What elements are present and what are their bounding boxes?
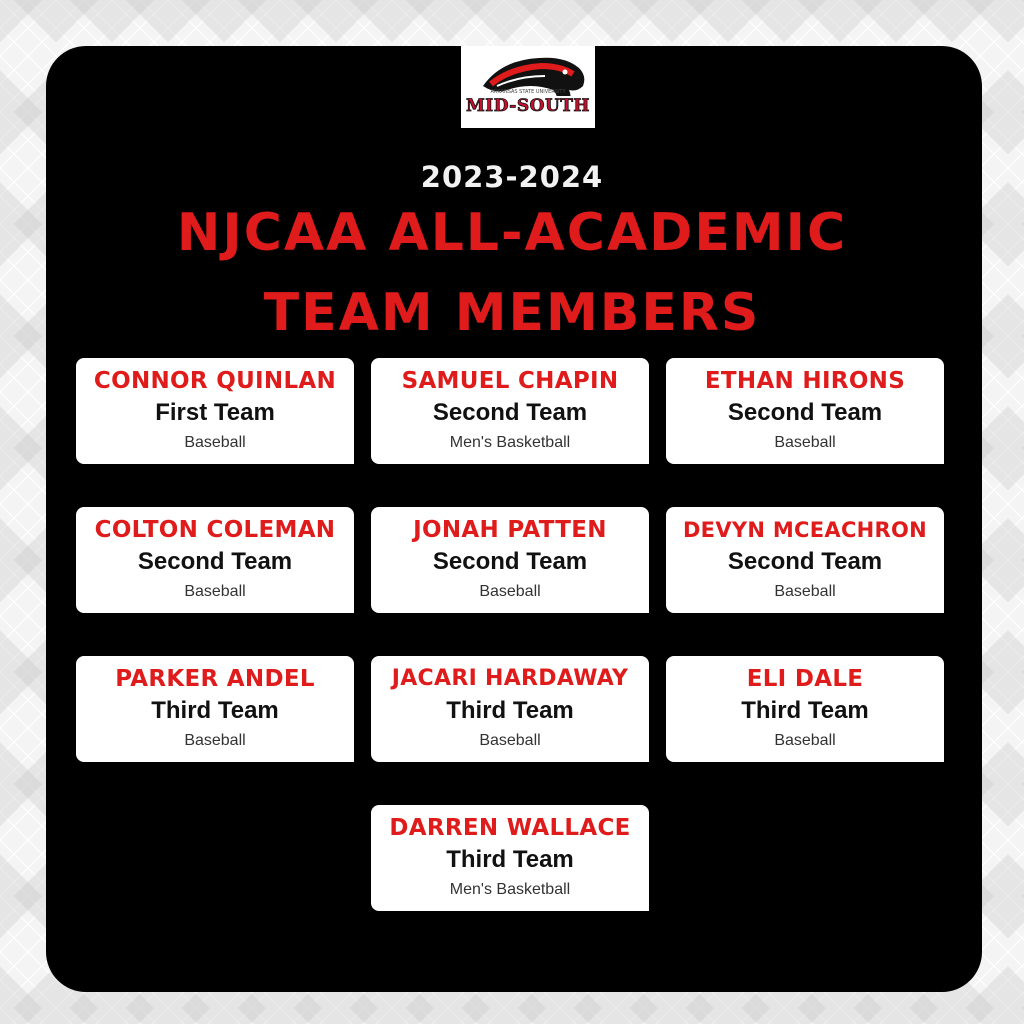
member-team: First Team [155, 399, 275, 426]
member-card [371, 358, 649, 464]
member-team: Second Team [137, 548, 293, 575]
member-sport: Baseball [479, 732, 541, 749]
member-team: Second Team [432, 548, 588, 575]
member-name: DARREN WALLACE [389, 815, 631, 841]
member-name: ELI DALE [746, 666, 864, 692]
member-sport: Baseball [774, 732, 836, 749]
school-logo [461, 46, 595, 128]
member-card [371, 507, 649, 613]
member-team: Third Team [151, 697, 279, 724]
member-team: Third Team [446, 697, 574, 724]
member-name: COLTON COLEMAN [94, 517, 336, 543]
member-team: Second Team [727, 548, 883, 575]
member-card [76, 358, 354, 464]
member-sport: Men's Basketball [449, 434, 571, 451]
member-team: Third Team [446, 846, 574, 873]
member-card [666, 656, 944, 762]
greyhound-logo-icon [461, 46, 595, 128]
member-sport: Baseball [774, 583, 836, 600]
svg-text:MID-SOUTH: MID-SOUTH [465, 96, 591, 116]
member-sport: Men's Basketball [449, 881, 571, 898]
member-card [666, 358, 944, 464]
member-card [76, 507, 354, 613]
member-card [371, 656, 649, 762]
season-year: 2023-2024 [420, 160, 604, 194]
member-team: Second Team [727, 399, 883, 426]
member-sport: Baseball [184, 434, 246, 451]
member-sport: Baseball [774, 434, 836, 451]
headline-line-1: NJCAA ALL-ACADEMIC [176, 203, 848, 263]
member-team: Second Team [432, 399, 588, 426]
member-sport: Baseball [184, 583, 246, 600]
member-name: JACARI HARDAWAY [391, 666, 629, 691]
headline-line-2: TEAM MEMBERS [263, 283, 761, 343]
member-name: JONAH PATTEN [413, 517, 607, 543]
member-sport: Baseball [479, 583, 541, 600]
member-card [371, 805, 649, 911]
member-name: CONNOR QUINLAN [93, 368, 337, 394]
member-name: DEVYN MCEACHRON [682, 518, 928, 542]
member-card [666, 507, 944, 613]
member-card [76, 656, 354, 762]
svg-text:ARKANSAS STATE UNIVERSITY: ARKANSAS STATE UNIVERSITY [490, 89, 566, 95]
member-name: PARKER ANDEL [115, 666, 315, 692]
member-team: Third Team [741, 697, 869, 724]
member-sport: Baseball [184, 732, 246, 749]
member-name: SAMUEL CHAPIN [401, 368, 619, 394]
member-name: ETHAN HIRONS [704, 368, 906, 394]
